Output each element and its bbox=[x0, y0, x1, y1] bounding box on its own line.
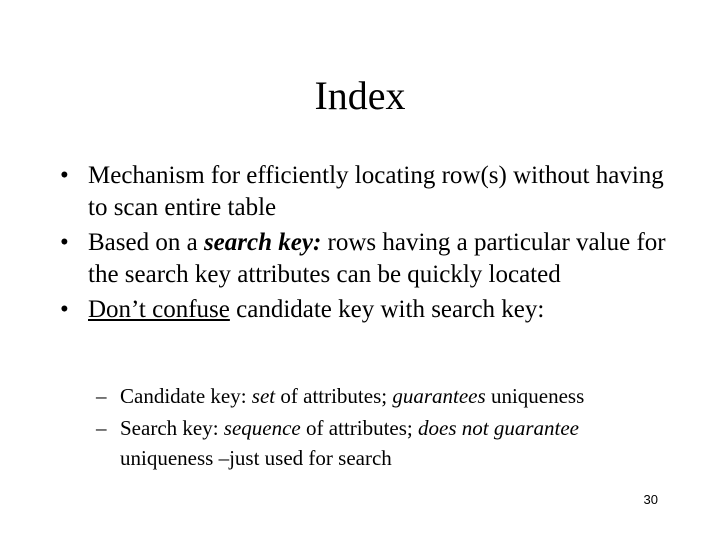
bullet-item bbox=[60, 160, 680, 224]
sub-bullet-item bbox=[96, 413, 676, 473]
sub-bullet-list bbox=[96, 381, 676, 475]
bullet-text-suffix: candidate key with search key: bbox=[229, 296, 545, 323]
sub-bullet-italic: set bbox=[251, 384, 276, 408]
dash-mark: – bbox=[96, 384, 107, 408]
bullet-mark: • bbox=[60, 229, 69, 256]
bullet-item bbox=[60, 294, 680, 326]
bullet-list bbox=[60, 160, 680, 329]
bullet-text-emphasis: search key: bbox=[203, 229, 322, 256]
bullet-mark: • bbox=[60, 162, 69, 189]
bullet-text-suffix: rows having a particular value for the search key attributes can be quickly located bbox=[88, 229, 666, 288]
dash-mark: – bbox=[96, 416, 107, 440]
bullet-text-prefix: Based on a bbox=[88, 229, 204, 256]
sub-bullet-prefix: Search key: bbox=[120, 416, 224, 440]
slide-title: Index bbox=[314, 73, 406, 118]
sub-bullet-suffix: uniqueness bbox=[485, 384, 585, 408]
bullet-text-underlined: Don’t confuse bbox=[88, 296, 230, 323]
sub-bullet-italic: guarantees bbox=[392, 384, 486, 408]
sub-bullet-prefix: Candidate key: bbox=[120, 384, 252, 408]
sub-bullet-item bbox=[96, 381, 676, 411]
sub-bullet-middle: of attributes; bbox=[300, 416, 418, 440]
page-number: 30 bbox=[643, 492, 658, 507]
bullet-text: Mechanism for efficiently locating row(s) without having to scan entire table bbox=[88, 162, 664, 221]
bullet-mark: • bbox=[60, 296, 69, 323]
sub-bullet-suffix: uniqueness –just used for search bbox=[120, 446, 392, 470]
sub-bullet-italic: sequence bbox=[223, 416, 301, 440]
sub-bullet-italic: does not guarantee bbox=[418, 416, 579, 440]
sub-bullet-middle: of attributes; bbox=[275, 384, 393, 408]
bullet-item bbox=[60, 227, 680, 291]
